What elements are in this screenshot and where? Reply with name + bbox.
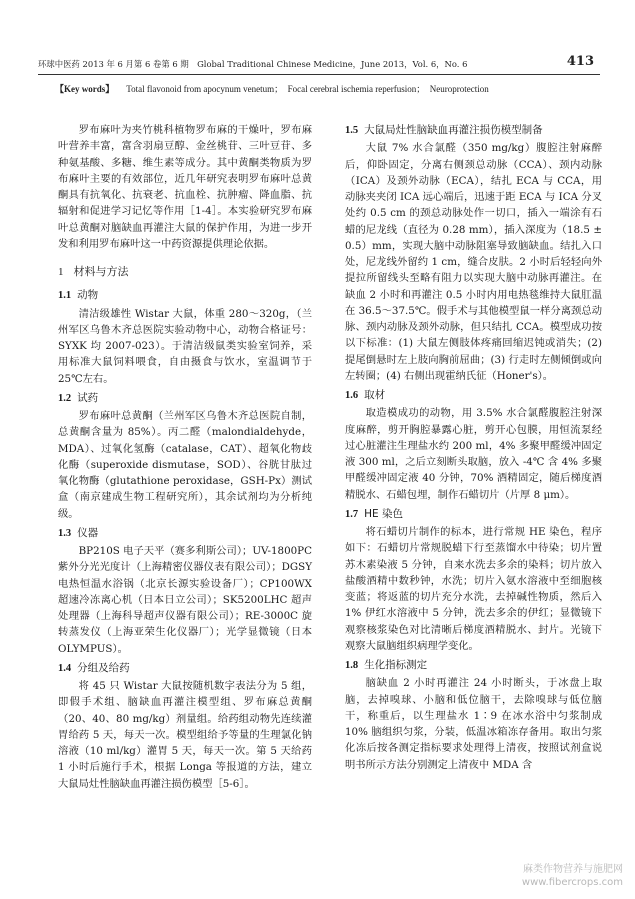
keywords-text: Total flavonoid from apocynum venetum； Focal cerebral ischemia reperfusion； Neuroprotection: [126, 84, 489, 94]
keywords-block: [55, 83, 595, 95]
subsection-title: 大鼠局灶性脑缺血再灌注损伤模型制备: [364, 124, 543, 136]
paragraph-grouping: 将 45 只 Wistar 大鼠按随机数字表法分为 5 组，即假手术组、脑缺血再灌注模型组、罗布麻总黄酮（20、40、80 mg/kg）剂量组。给药组动物先连续灌胃给药 5 天，每天一次。模型组给予等量的生理氯化钠溶液（10 ml/kg）灌胃 5 天，每天一次。第 5 天给药 1 小时后施行手术，根据 Longa 等报道的方法，建立大鼠局灶性脑缺血再灌注损伤模型［5-6］。: [58, 680, 312, 790]
journal-citation: 环球中医药 2013 年 6 月第 6 卷第 6 期 Global Traditional Chinese Medicine，June 2013，Vol. 6，No. 6: [38, 59, 468, 69]
subsection-number: 1.7: [345, 508, 359, 520]
subsection-heading-1-2: [58, 390, 312, 407]
subsection-number: 1.6: [345, 390, 359, 401]
running-header: [38, 56, 600, 72]
subsection-heading-1-8: [345, 657, 602, 674]
subsection-title: 生化指标测定: [364, 659, 428, 671]
subsection-heading-1-6: [345, 387, 602, 404]
subsection-number: 1.4: [58, 662, 72, 674]
section-number: 1: [58, 266, 64, 278]
intro-paragraph: 罗布麻叶为夹竹桃科植物罗布麻的干燥叶，罗布麻叶营养丰富，富含羽扇豆醇、金丝桃苷、三叶豆苷、多种氨基酸、多糖、维生素等成分。其中黄酮类物质为罗布麻叶主要的有效部位，近几年研究表明罗布麻叶总黄酮具有抗氧化、抗衰老、抗血栓、抗肿瘤、降血脂、抗辐射和促进学习记忆等作用［1-4］。本实验研究罗布麻叶总黄酮对脑缺血再灌注大鼠的保护作用，为进一步开发和利用罗布麻叶这一中药资源提供理论依据。: [58, 124, 312, 250]
subsection-title: 动物: [77, 289, 99, 302]
paragraph-biochemical: 脑缺血 2 小时再灌注 24 小时断头，于冰盘上取脑，去掉嗅球、小脑和低位脑干，去除嗅球与低位脑干，称重后，以生理盐水 1∶9 在冰水浴中匀浆制成 10% 脑组织匀浆，分装，低温冰箱冻存备用。取出匀浆化冻后按各测定指标要求处理得上清夜，按照试剂盒说明书所示方法分别测定上清夜中 MDA 含: [345, 677, 602, 771]
subsection-number: 1.8: [345, 660, 359, 671]
subsection-title: 试药: [77, 391, 99, 404]
paragraph-reagents: 罗布麻叶总黄酮（兰州军区乌鲁木齐总医院自制，总黄酮含量为 85%）。丙二醛（malondialdehyde，MDA）、过氧化氢酶（catalase，CAT）、超氧化物歧化酶（superoxide dismutase，SOD）、谷胱甘肽过氧化物酶（glutathione peroxidase，GSH-Px）测试盒（南京建成生物工程研究所），其余试剂均为分析纯级。: [58, 410, 312, 520]
watermark-line-2: www.fibercrops.com: [521, 877, 623, 888]
subsection-title: HE 染色: [364, 507, 403, 520]
right-column: [345, 122, 602, 773]
header-rule: [38, 74, 600, 75]
section-heading-1: [58, 264, 312, 280]
subsection-heading-1-4: [58, 660, 312, 677]
subsection-title: 分组及给药: [77, 661, 130, 674]
subsection-number: 1.5: [345, 125, 359, 136]
subsection-title: 取材: [364, 389, 386, 401]
subsection-number: 1.3: [58, 527, 72, 539]
subsection-heading-1-7: [345, 506, 602, 523]
paragraph-animals: 清洁级雄性 Wistar 大鼠，体重 280～320g，（兰州军区乌鲁木齐总医院实验动物中心，动物合格证号：SYXK 均 2007-023）。于清洁级鼠类实验室饲养，采用标准大鼠饲料喂食，自由摄食与饮水，室温调节于 25℃左右。: [58, 307, 312, 385]
subsection-title: 仪器: [77, 526, 99, 539]
paragraph-sampling: 取造模成功的动物，用 3.5% 水合氯醛腹腔注射深度麻醉，剪开胸腔暴露心脏，剪开心包膜，用恒流泵经过心脏灌注生理盐水约 200 ml，4% 多聚甲醛缓冲固定液 300 ml，之后立刻断头取脑，放入 -4℃ 含 4% 多聚甲醛缓冲固定液 40 分钟，70% 酒精固定，随后梯度酒精脱水、石蜡包埋，制作石蜡切片（片厚 8 μm）。: [345, 407, 602, 501]
paragraph-model-preparation: 大鼠 7% 水合氯醛（350 mg/kg）腹腔注射麻醉后，仰卧固定，分离右侧颈总动脉（CCA）、颈内动脉（ICA）及颈外动脉（ECA），结扎 ECA 与 CCA，用动脉夹夹闭 ICA 远心端后，迅速于距 ECA 与 ICA 分叉处约 0.5 cm 的颈总动脉处作一切口，插入一端涂有石蜡的尼龙线（直径为 0.28 mm），插入深度为（18.5 ± 0.5）mm，实现大脑中动脉阻塞导致脑缺血。结扎入口处，尼龙线外留约 1 cm，缝合皮肤。2 小时后轻轻向外提拉所留线头至略有阻力以实现大脑中动脉再灌注。在缺血 2 小时和再灌注 0.5 小时内用电热毯维持大鼠肛温在 36.5～37.5℃。假手术与其他模型鼠一样分离颈总动脉、颈内动脉及颈外动脉，但只结扎 CCA。模型成功按以下标准：(1) 大鼠左侧肢体疼痛回缩迟钝或消失；(2) 提尾倒悬时左上肢向胸前屈曲；(3) 行走时左侧倾倒或向左转圈；(4) 右侧出现霍纳氏征（Honer's）。: [345, 142, 602, 382]
left-column: [58, 122, 312, 792]
subsection-number: 1.1: [58, 290, 72, 302]
watermark-line-1: 麻类作物营养与施肥网: [523, 864, 623, 875]
subsection-number: 1.2: [58, 392, 72, 404]
paragraph-instruments: BP210S 电子天平（赛多利斯公司）；UV-1800PC 紫外分光光度计（上海精密仪器仪表有限公司）；DGSY 电热恒温水浴锅（北京长源实验设备厂）；CP100WX 超速冷冻离心机（日本日立公司）；SK5200LHC 超声处理器（上海科导超声仪器有限公司）；RE-3000C 旋转蒸发仪（上海亚荣生化仪器厂）；光学显微镜（日本 OLYMPUS）。: [58, 545, 312, 655]
subsection-heading-1-5: [345, 122, 602, 139]
page-number: 413: [566, 54, 594, 69]
paragraph-he-staining: 将石蜡切片制作的标本，进行常规 HE 染色，程序如下：石蜡切片常规脱蜡下行至蒸馏水中待染；切片置苏木素染液 5 分钟，自来水洗去多余的染料；切片放入盐酸酒精中数秒钟，水洗；切片入氨水溶液中至细胞核变蓝；将返蓝的切片充分水洗，去掉碱性物质，然后入 1% 伊红水溶液中 5 分钟，洗去多余的伊红；显微镜下观察核浆染色对比清晰后梯度酒精脱水、封片。光镜下观察大鼠脑组织病理学变化。: [345, 526, 602, 652]
subsection-heading-1-1: [58, 287, 312, 304]
keywords-label: 【Key words】: [55, 84, 115, 94]
site-watermark: [522, 863, 623, 889]
subsection-heading-1-3: [58, 525, 312, 542]
section-title: 材料与方法: [73, 265, 129, 278]
